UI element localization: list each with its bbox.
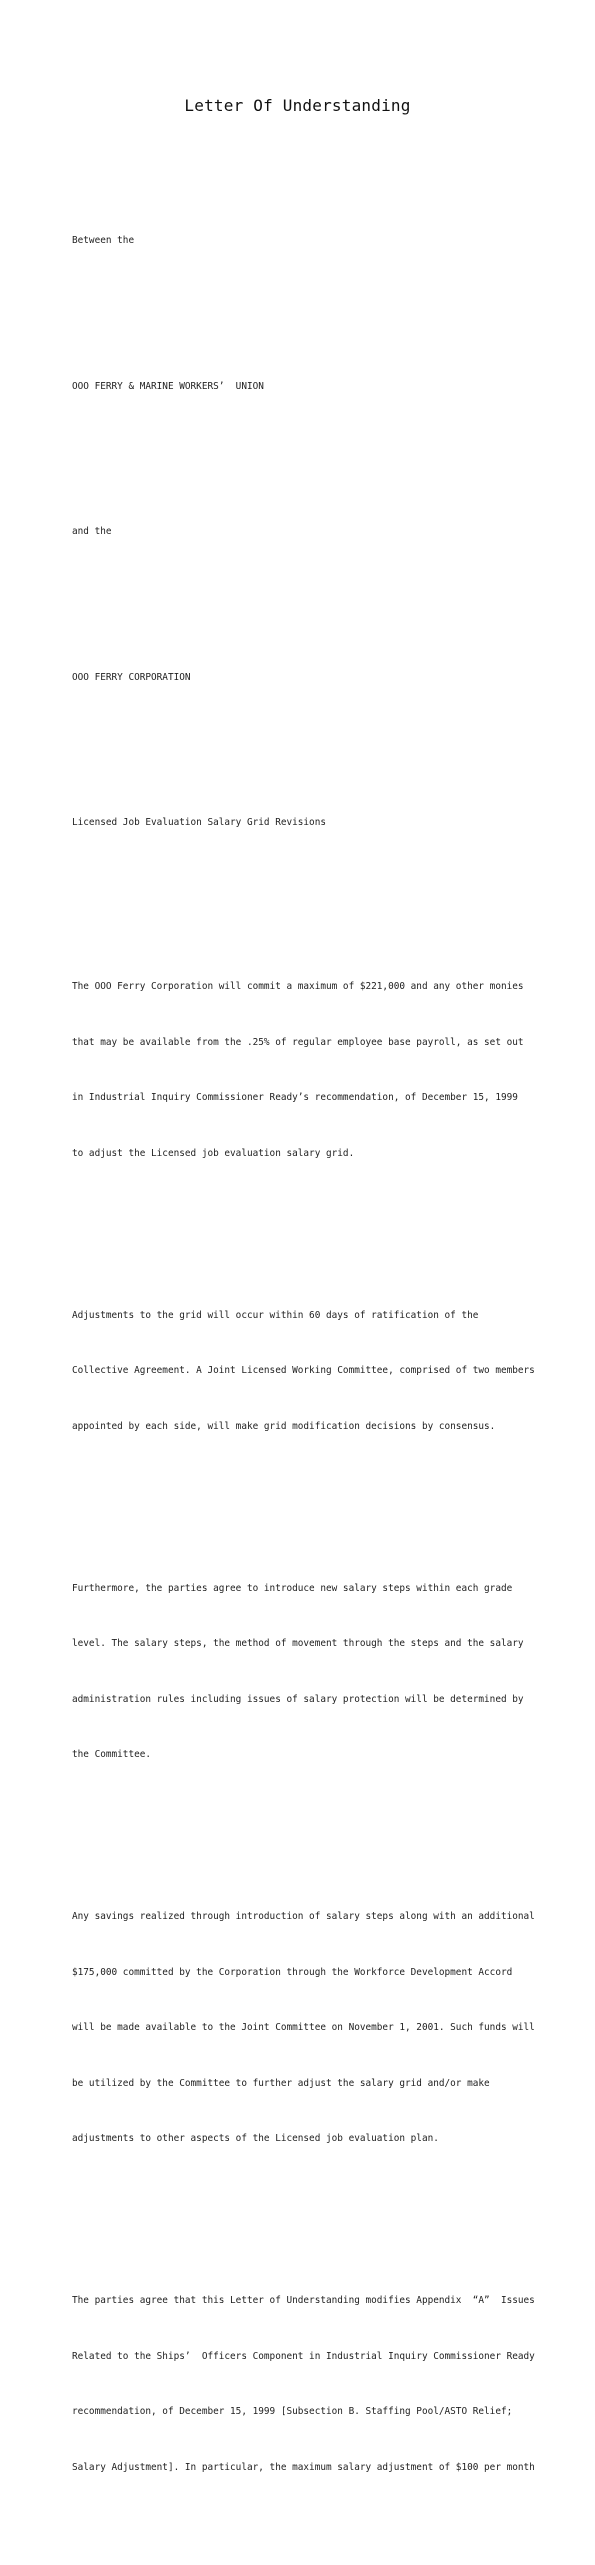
header-line-union: [72, 341, 532, 434]
paragraph-line: $175,000 committed by the Corporation through the Workforce Development Accord: [72, 1966, 513, 1978]
paragraph-salary-steps: [72, 1543, 532, 1802]
paragraph-line: Collective Agreement. A Joint Licensed Working Committee, comprised of two members: [72, 1365, 535, 1376]
paragraph-savings: [72, 1871, 535, 2186]
paragraph-line: The parties agree that this Letter of Understanding modifies Appendix “A” Issues: [72, 2295, 535, 2306]
header-line: and the: [72, 526, 112, 537]
paragraph-line: be utilized by the Committee to further adjust the salary grid and/or make: [72, 2077, 490, 2089]
paragraph-line: Adjustments to the grid will occur within 60 days of ratification of the: [72, 1309, 479, 1321]
paragraph-line: administration rules including issues of salary protection will be determined by: [72, 1693, 524, 1705]
paragraph-adjustments: [72, 1270, 535, 1474]
paragraph-line: appointed by each side, will make grid modification decisions by consensus.: [72, 1420, 496, 1432]
paragraph-line: recommendation, of December 15, 1999 [Subsection B. Staffing Pool/ASTO Relief;: [72, 2406, 513, 2417]
paragraph-line: adjustments to other aspects of the Licensed job evaluation plan.: [72, 2133, 439, 2144]
paragraph-line: Related to the Ships’ Officers Component in Industrial Inquiry Commissioner Ready: [72, 2350, 535, 2362]
header-line: OOO FERRY & MARINE WORKERS’ UNION: [72, 380, 264, 392]
paragraph-line: Furthermore, the parties agree to introduce new salary steps within each grade: [72, 1582, 513, 1594]
paragraph-line: will be made available to the Joint Committee on November 1, 2001. Such funds will: [72, 2022, 535, 2033]
paragraph-line: that may be available from the .25% of regular employee base payroll, as set out: [72, 1036, 524, 1048]
subject-line: [72, 777, 532, 870]
paragraph-line: Any savings realized through introduction of salary steps along with an additional: [72, 1911, 535, 1922]
header-line: OOO FERRY CORPORATION: [72, 671, 191, 683]
paragraph-modification: [72, 2255, 535, 2514]
letter-body: [72, 158, 535, 2565]
header-line: Between the: [72, 235, 135, 246]
paragraph-line: The OOO Ferry Corporation will commit a maximum of $221,000 and any other monies: [72, 981, 524, 992]
header-line-and: [72, 486, 532, 579]
paragraph-line: in Industrial Inquiry Commissioner Ready’s recommendation, of December 15, 1999: [72, 1092, 518, 1103]
header-line-between: [72, 195, 532, 288]
paragraph-commitment: [72, 941, 532, 1200]
header-line-corporation: [72, 632, 532, 725]
paragraph-line: Salary Adjustment]. In particular, the maximum salary adjustment of $100 per month: [72, 2461, 535, 2473]
paragraph-line: level. The salary steps, the method of movement through the steps and the salary: [72, 1638, 524, 1649]
paragraph-line: to adjust the Licensed job evaluation salary grid.: [72, 1147, 355, 1159]
subject-text: Licensed Job Evaluation Salary Grid Revisions: [72, 817, 326, 828]
document-title: Letter Of Understanding: [184, 96, 411, 115]
paragraph-line: the Committee.: [72, 1749, 152, 1760]
